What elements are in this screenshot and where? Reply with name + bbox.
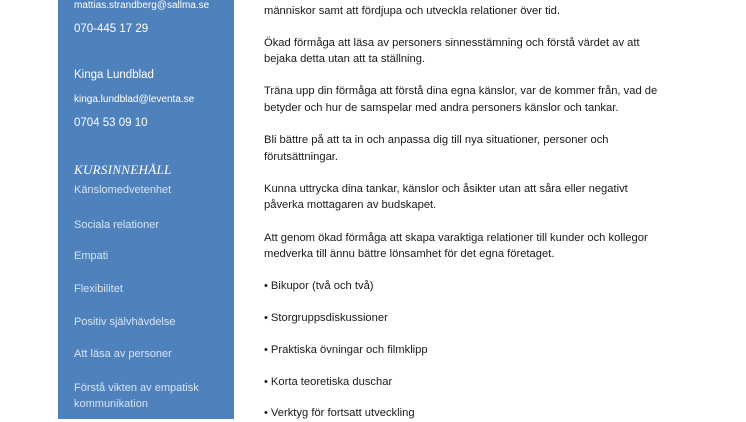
list-item-text: Bikupor (två och två) xyxy=(270,280,374,292)
paragraph-line: betyder och hur de samspelar med andra personers känslor och tankar. xyxy=(264,102,619,114)
bullet-icon: • xyxy=(264,407,268,419)
paragraph-line: Träna upp din förmåga att förstå dina egna känslor, var de kommer från, vad de xyxy=(264,85,658,97)
paragraph-line: påverka mottagaren av budskapet. xyxy=(264,199,437,211)
paragraph-line: bejaka detta utan att ta ställning. xyxy=(264,53,426,65)
list-item-text: Verktyg för fortsatt utveckling xyxy=(270,407,415,419)
list-item xyxy=(264,310,714,327)
course-item: Förstå vikten av empatisk xyxy=(74,382,199,394)
course-item: kommunikation xyxy=(74,398,148,410)
list-item xyxy=(264,278,714,295)
list-item xyxy=(264,405,714,422)
list-item xyxy=(264,374,714,391)
bullet-icon: • xyxy=(264,280,268,292)
list-item-text: Storgruppsdiskussioner xyxy=(270,312,388,324)
list-item-text: Praktiska övningar och filmklipp xyxy=(270,344,428,356)
contact-email[interactable]: kinga.lundblad@leventa.se xyxy=(74,94,195,105)
course-item: Sociala relationer xyxy=(74,219,159,231)
paragraph-line: människor samt att fördjupa och utveckla relationer över tid. xyxy=(264,5,560,17)
bullet-icon: • xyxy=(264,344,268,356)
contact-email[interactable]: mattias.strandberg@sallma.se xyxy=(74,0,210,11)
paragraph-line: medverka till ännu bättre lönsamhet för det egna företaget. xyxy=(264,248,555,260)
course-item: Flexibilitet xyxy=(74,283,123,295)
bullet-icon: • xyxy=(264,376,268,388)
contact-phone: 0704 53 09 10 xyxy=(74,117,148,129)
contact-name: Kinga Lundblad xyxy=(74,69,154,81)
paragraph-line: Ökad förmåga att läsa av personers sinnesstämning och förstå värdet av att xyxy=(264,37,640,49)
course-content-heading: KURSINNEHÅLL xyxy=(74,162,172,177)
paragraph-line: Bli bättre på att ta in och anpassa dig till nya situationer, personer och xyxy=(264,134,609,146)
contact-phone: 070-445 17 29 xyxy=(74,23,149,35)
paragraph-line: Att genom ökad förmåga att skapa varaktiga relationer till kunder och kollegor xyxy=(264,232,648,244)
sidebar xyxy=(58,0,234,419)
course-item: Empati xyxy=(74,250,109,262)
paragraph-line: förutsättningar. xyxy=(264,151,339,163)
list-item xyxy=(264,342,714,359)
course-item: Känslomedvetenhet xyxy=(74,184,172,196)
course-item: Positiv självhävdelse xyxy=(74,316,176,328)
paragraph-line: Kunna uttrycka dina tankar, känslor och åsikter utan att såra eller negativt xyxy=(264,183,628,195)
course-item: Att läsa av personer xyxy=(74,348,172,360)
bullet-icon: • xyxy=(264,312,268,324)
list-item-text: Korta teoretiska duschar xyxy=(270,376,393,388)
